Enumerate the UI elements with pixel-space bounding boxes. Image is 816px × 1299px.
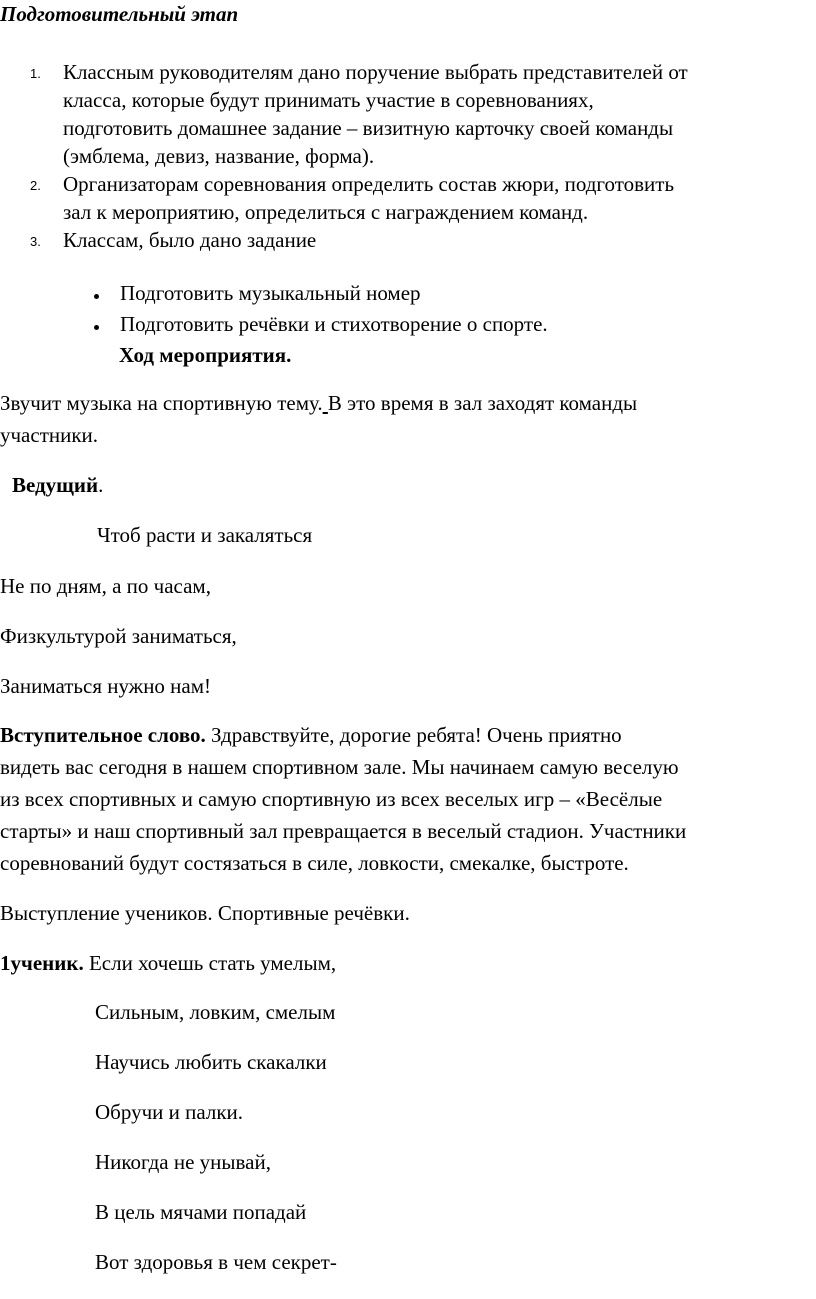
- bullet-text: Подготовить речёвки и стихотворение о спорте.: [120, 312, 548, 336]
- list-item-line: Классам, было дано задание: [63, 228, 317, 252]
- list-item-line: Организаторам соревнования определить состав жюри, подготовить: [63, 172, 675, 196]
- student-poem-line: Вот здоровья в чем секрет-: [95, 1250, 337, 1274]
- poem-line: Заниматься нужно нам!: [0, 674, 212, 698]
- poem-line: Чтоб расти и закаляться: [97, 523, 313, 547]
- student-label: 1ученик.: [0, 951, 84, 975]
- intro-line: [0, 391, 637, 416]
- intro-line: участники.: [0, 423, 99, 447]
- event-heading: Ход мероприятия.: [119, 343, 292, 367]
- list-item-line: (эмблема, девиз, название, форма).: [63, 144, 375, 168]
- poem-line: Не по дням, а по часам,: [0, 574, 211, 598]
- host-label-line: [12, 473, 103, 498]
- student-line: [0, 951, 336, 976]
- opening-line: из всех спортивных и самую спортивную из всех веселых игр – «Весёлые: [0, 787, 663, 811]
- prep-heading: Подготовительный этап: [0, 2, 239, 26]
- opening-label: Вступительное слово.: [0, 723, 206, 747]
- bullet-text: Подготовить музыкальный номер: [120, 281, 421, 305]
- student-poem-line: Научись любить скакалки: [95, 1050, 327, 1074]
- host-punct: .: [98, 473, 104, 497]
- student-poem-line: В цель мячами попадай: [95, 1200, 307, 1224]
- intro-text: В это время в зал заходят команды: [327, 391, 638, 415]
- performance-line: Выступление учеников. Спортивные речёвки.: [0, 901, 410, 925]
- intro-text: Звучит музыка на спортивную тему.: [0, 391, 323, 415]
- opening-line: соревнований будут состязаться в силе, ловкости, смекалке, быстроте.: [0, 851, 629, 875]
- list-item-line: подготовить домашнее задание – визитную карточку своей команды: [63, 116, 674, 140]
- student-poem-line: Никогда не унывай,: [95, 1150, 271, 1174]
- bullet-icon: [94, 325, 99, 330]
- student-poem-line: Сильным, ловким, смелым: [95, 1000, 336, 1024]
- list-number: 2.: [30, 178, 41, 193]
- list-number: 3.: [30, 234, 41, 249]
- list-item-line: зал к мероприятию, определиться с награждением команд.: [63, 200, 589, 224]
- bullet-icon: [94, 294, 99, 299]
- list-item-line: Классным руководителям дано поручение выбрать представителей от: [63, 60, 688, 84]
- poem-line: Физкультурой заниматься,: [0, 624, 237, 648]
- opening-text: Здравствуйте, дорогие ребята! Очень приятно: [205, 723, 622, 747]
- list-number: 1.: [30, 66, 41, 81]
- list-item-line: класса, которые будут принимать участие в соревнованиях,: [63, 88, 594, 112]
- opening-line: старты» и наш спортивный зал превращается в веселый стадион. Участники: [0, 819, 687, 843]
- opening-line: [0, 723, 622, 748]
- opening-line: видеть вас сегодня в нашем спортивном зале. Мы начинаем самую веселую: [0, 755, 679, 779]
- host-label: Ведущий: [12, 473, 99, 497]
- student-text: Если хочешь стать умелым,: [83, 951, 337, 975]
- student-poem-line: Обручи и палки.: [95, 1100, 244, 1124]
